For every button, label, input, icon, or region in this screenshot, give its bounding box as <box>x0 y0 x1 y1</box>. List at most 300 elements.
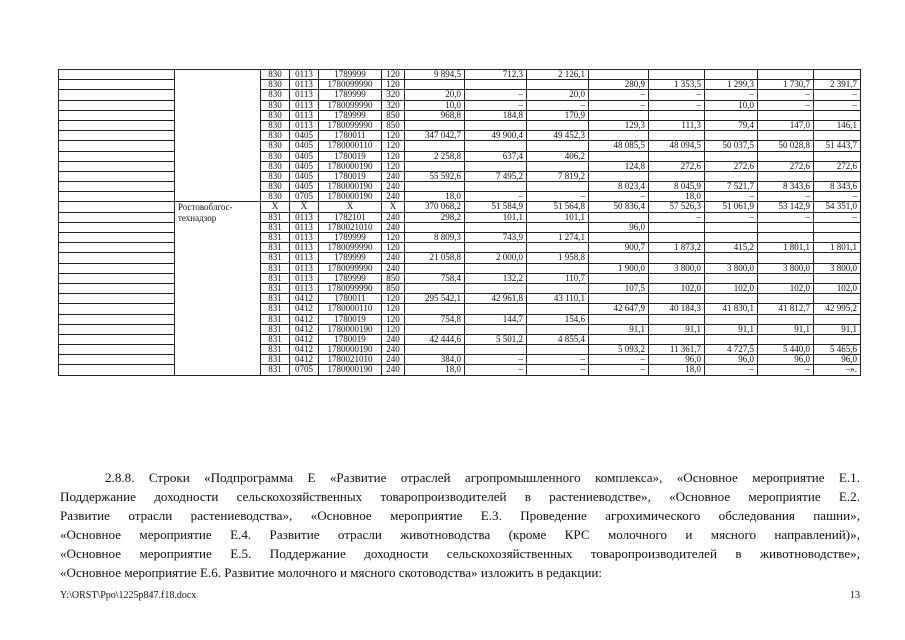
value-col-8-cell <box>814 314 861 324</box>
section-code-cell: 0405 <box>290 151 319 161</box>
grbs-code-cell: Х <box>261 202 290 212</box>
value-col-7-cell: 41 812,7 <box>758 304 814 314</box>
value-col-2-cell: 51 584,9 <box>465 202 527 212</box>
expense-type-code-cell: 240 <box>382 253 405 263</box>
value-col-3-cell: 4 855,4 <box>527 334 589 344</box>
value-col-3-cell <box>527 182 589 192</box>
footer-file-path: Y:\ORST\Ppo\1225p847.f18.docx <box>60 590 197 601</box>
value-col-5-cell: 40 184,3 <box>649 304 705 314</box>
value-col-2-cell: 2 000,0 <box>465 253 527 263</box>
value-col-1-cell <box>405 243 465 253</box>
value-col-3-cell: – <box>527 365 589 375</box>
expense-type-code-cell: 240 <box>382 355 405 365</box>
value-col-8-cell: 42 995,2 <box>814 304 861 314</box>
expense-type-code-cell: 120 <box>382 70 405 80</box>
target-code-cell: 1780021010 <box>319 355 382 365</box>
value-col-1-cell: 2 258,8 <box>405 151 465 161</box>
value-col-1-cell <box>405 80 465 90</box>
expense-type-code-cell: 850 <box>382 110 405 120</box>
grbs-code-cell: 831 <box>261 345 290 355</box>
value-col-1-cell: 9 894,5 <box>405 70 465 80</box>
value-col-6-cell <box>705 70 758 80</box>
target-code-cell: 1780019 <box>319 171 382 181</box>
target-code-cell: 1780000190 <box>319 182 382 192</box>
value-col-6-cell <box>705 151 758 161</box>
value-col-4-cell <box>589 110 649 120</box>
value-col-7-cell <box>758 314 814 324</box>
paragraph-line: 2.8.8. Строки «Подпрограмма Е «Развитие отраслей агропромышленного комплекса», «Основное мероприятие Е.1. <box>105 470 860 485</box>
expense-type-code-cell: 850 <box>382 273 405 283</box>
value-col-8-cell: – <box>814 212 861 222</box>
value-col-4-cell <box>589 334 649 344</box>
grbs-code-cell: 830 <box>261 70 290 80</box>
organization-cell: Ростовоблгос-технадзор <box>175 202 261 375</box>
value-col-3-cell <box>527 80 589 90</box>
grbs-code-cell: 831 <box>261 212 290 222</box>
value-col-6-cell: 1 299,3 <box>705 80 758 90</box>
empty-cell <box>59 70 175 80</box>
grbs-code-cell: 830 <box>261 151 290 161</box>
value-col-2-cell <box>465 283 527 293</box>
expense-type-code-cell: Х <box>382 202 405 212</box>
value-col-6-cell: 91,1 <box>705 324 758 334</box>
empty-cell <box>59 100 175 110</box>
value-col-2-cell: 101,1 <box>465 212 527 222</box>
value-col-7-cell <box>758 334 814 344</box>
value-col-4-cell: – <box>589 90 649 100</box>
grbs-code-cell: 831 <box>261 304 290 314</box>
empty-cell <box>59 314 175 324</box>
value-col-8-cell: 54 351,0 <box>814 202 861 212</box>
value-col-7-cell <box>758 131 814 141</box>
value-col-3-cell <box>527 324 589 334</box>
value-col-1-cell: 10,0 <box>405 100 465 110</box>
value-col-1-cell: 21 058,8 <box>405 253 465 263</box>
section-code-cell: 0113 <box>290 253 319 263</box>
value-col-5-cell: 1 873,2 <box>649 243 705 253</box>
value-col-1-cell: 758,4 <box>405 273 465 283</box>
grbs-code-cell: 830 <box>261 192 290 202</box>
empty-cell <box>59 253 175 263</box>
empty-cell <box>59 212 175 222</box>
value-col-7-cell: 1 801,1 <box>758 243 814 253</box>
expense-type-code-cell: 240 <box>382 345 405 355</box>
value-col-4-cell: 107,5 <box>589 283 649 293</box>
value-col-3-cell: 101,1 <box>527 212 589 222</box>
value-col-5-cell <box>649 233 705 243</box>
target-code-cell: 1780099990 <box>319 100 382 110</box>
empty-cell <box>59 120 175 130</box>
section-code-cell: 0113 <box>290 100 319 110</box>
value-col-2-cell <box>465 243 527 253</box>
value-col-8-cell: 272,6 <box>814 161 861 171</box>
value-col-5-cell: 91,1 <box>649 324 705 334</box>
value-col-3-cell: 2 126,1 <box>527 70 589 80</box>
value-col-4-cell: – <box>589 365 649 375</box>
value-col-8-cell: – <box>814 90 861 100</box>
value-col-2-cell: 7 495,2 <box>465 171 527 181</box>
value-col-5-cell: – <box>649 100 705 110</box>
empty-cell <box>59 334 175 344</box>
value-col-1-cell: 298,2 <box>405 212 465 222</box>
value-col-3-cell <box>527 304 589 314</box>
expense-type-code-cell: 240 <box>382 365 405 375</box>
value-col-3-cell: 51 564,8 <box>527 202 589 212</box>
value-col-1-cell <box>405 283 465 293</box>
value-col-7-cell <box>758 171 814 181</box>
target-code-cell: 1780000190 <box>319 365 382 375</box>
value-col-4-cell <box>589 233 649 243</box>
empty-cell <box>59 345 175 355</box>
value-col-1-cell: 384,0 <box>405 355 465 365</box>
expense-type-code-cell: 240 <box>382 263 405 273</box>
value-col-7-cell: 3 800,0 <box>758 263 814 273</box>
empty-cell <box>59 263 175 273</box>
value-col-7-cell: 91,1 <box>758 324 814 334</box>
empty-cell <box>59 324 175 334</box>
expense-type-code-cell: 320 <box>382 90 405 100</box>
grbs-code-cell: 830 <box>261 141 290 151</box>
value-col-8-cell <box>814 294 861 304</box>
value-col-6-cell: – <box>705 192 758 202</box>
value-col-6-cell <box>705 253 758 263</box>
value-col-4-cell: – <box>589 100 649 110</box>
value-col-4-cell: 5 093,2 <box>589 345 649 355</box>
expense-type-code-cell: 120 <box>382 294 405 304</box>
value-col-3-cell <box>527 141 589 151</box>
value-col-6-cell <box>705 294 758 304</box>
value-col-8-cell: –». <box>814 365 861 375</box>
target-code-cell: 1780099990 <box>319 120 382 130</box>
value-col-3-cell: – <box>527 192 589 202</box>
target-code-cell: 1780000190 <box>319 161 382 171</box>
value-col-2-cell <box>465 80 527 90</box>
expense-type-code-cell: 240 <box>382 182 405 192</box>
value-col-2-cell: – <box>465 192 527 202</box>
section-code-cell: 0113 <box>290 263 319 273</box>
value-col-3-cell: 20,0 <box>527 90 589 100</box>
value-col-2-cell: – <box>465 365 527 375</box>
value-col-5-cell: 11 361,7 <box>649 345 705 355</box>
value-col-8-cell <box>814 171 861 181</box>
section-code-cell: 0412 <box>290 355 319 365</box>
value-col-5-cell <box>649 314 705 324</box>
expense-type-code-cell: 320 <box>382 100 405 110</box>
value-col-2-cell <box>465 324 527 334</box>
section-code-cell: 0405 <box>290 182 319 192</box>
value-col-3-cell: – <box>527 100 589 110</box>
value-col-7-cell <box>758 222 814 232</box>
expense-type-code-cell: 850 <box>382 120 405 130</box>
value-col-5-cell: 48 094,5 <box>649 141 705 151</box>
empty-cell <box>59 222 175 232</box>
value-col-7-cell <box>758 294 814 304</box>
value-col-6-cell <box>705 171 758 181</box>
target-code-cell: 1789999 <box>319 233 382 243</box>
value-col-3-cell <box>527 161 589 171</box>
section-code-cell: 0113 <box>290 90 319 100</box>
expense-type-code-cell: 240 <box>382 171 405 181</box>
value-col-1-cell: 55 592,6 <box>405 171 465 181</box>
empty-cell <box>59 273 175 283</box>
target-code-cell: 1780011 <box>319 294 382 304</box>
value-col-6-cell: 102,0 <box>705 283 758 293</box>
section-code-cell: 0405 <box>290 171 319 181</box>
value-col-2-cell: 5 501,2 <box>465 334 527 344</box>
grbs-code-cell: 831 <box>261 243 290 253</box>
organization-cell <box>175 70 261 202</box>
grbs-code-cell: 830 <box>261 90 290 100</box>
expense-type-code-cell: 120 <box>382 304 405 314</box>
grbs-code-cell: 830 <box>261 182 290 192</box>
amendment-paragraph <box>60 468 860 582</box>
value-col-4-cell: 900,7 <box>589 243 649 253</box>
target-code-cell: 1782101 <box>319 212 382 222</box>
empty-cell <box>59 202 175 212</box>
value-col-4-cell <box>589 273 649 283</box>
value-col-3-cell <box>527 283 589 293</box>
value-col-5-cell: 102,0 <box>649 283 705 293</box>
value-col-5-cell <box>649 171 705 181</box>
value-col-1-cell <box>405 120 465 130</box>
value-col-5-cell <box>649 151 705 161</box>
value-col-5-cell: 8 045,9 <box>649 182 705 192</box>
grbs-code-cell: 830 <box>261 171 290 181</box>
budget-table <box>58 69 861 376</box>
grbs-code-cell: 830 <box>261 100 290 110</box>
value-col-6-cell: 4 727,5 <box>705 345 758 355</box>
empty-cell <box>59 80 175 90</box>
empty-cell <box>59 355 175 365</box>
expense-type-code-cell: 120 <box>382 314 405 324</box>
target-code-cell: 1780099990 <box>319 263 382 273</box>
grbs-code-cell: 831 <box>261 334 290 344</box>
value-col-2-cell: – <box>465 100 527 110</box>
value-col-6-cell: 7 521,7 <box>705 182 758 192</box>
value-col-7-cell <box>758 110 814 120</box>
value-col-4-cell: 124,8 <box>589 161 649 171</box>
value-col-6-cell: 51 061,9 <box>705 202 758 212</box>
grbs-code-cell: 831 <box>261 365 290 375</box>
value-col-3-cell: 154,6 <box>527 314 589 324</box>
section-code-cell: 0113 <box>290 212 319 222</box>
value-col-6-cell <box>705 314 758 324</box>
value-col-1-cell <box>405 324 465 334</box>
grbs-code-cell: 831 <box>261 233 290 243</box>
value-col-7-cell: 272,6 <box>758 161 814 171</box>
empty-cell <box>59 294 175 304</box>
value-col-8-cell <box>814 273 861 283</box>
value-col-4-cell <box>589 151 649 161</box>
value-col-6-cell: 10,0 <box>705 100 758 110</box>
value-col-1-cell: 370 068,2 <box>405 202 465 212</box>
value-col-1-cell: 968,8 <box>405 110 465 120</box>
section-code-cell: 0405 <box>290 161 319 171</box>
target-code-cell: Х <box>319 202 382 212</box>
paragraph-line: Поддержание доходности сельскохозяйственных товаропроизводителей в растениеводстве», «Основное мероприятие Е.2. <box>60 489 860 504</box>
expense-type-code-cell: 120 <box>382 131 405 141</box>
value-col-2-cell <box>465 141 527 151</box>
value-col-3-cell <box>527 222 589 232</box>
table-row <box>59 202 861 212</box>
value-col-5-cell <box>649 110 705 120</box>
value-col-5-cell: 3 800,0 <box>649 263 705 273</box>
target-code-cell: 1789999 <box>319 253 382 263</box>
budget-table-body <box>59 70 861 376</box>
value-col-7-cell: 96,0 <box>758 355 814 365</box>
value-col-2-cell: 132,2 <box>465 273 527 283</box>
value-col-7-cell <box>758 70 814 80</box>
section-code-cell: 0113 <box>290 243 319 253</box>
value-col-7-cell: – <box>758 365 814 375</box>
value-col-1-cell <box>405 345 465 355</box>
value-col-3-cell <box>527 243 589 253</box>
value-col-6-cell: – <box>705 212 758 222</box>
value-col-7-cell: 5 440,0 <box>758 345 814 355</box>
value-col-7-cell: 53 142,9 <box>758 202 814 212</box>
value-col-5-cell: 57 526,3 <box>649 202 705 212</box>
value-col-1-cell <box>405 141 465 151</box>
value-col-3-cell: 1 274,1 <box>527 233 589 243</box>
target-code-cell: 1780099990 <box>319 283 382 293</box>
value-col-4-cell: 96,0 <box>589 222 649 232</box>
value-col-7-cell: – <box>758 192 814 202</box>
section-code-cell: 0113 <box>290 70 319 80</box>
value-col-4-cell <box>589 314 649 324</box>
value-col-3-cell: 110,7 <box>527 273 589 283</box>
value-col-3-cell <box>527 263 589 273</box>
paragraph-line: «Основное мероприятие Е.6. Развитие молочного и мясного скотоводства» изложить в редакции: <box>60 565 602 580</box>
expense-type-code-cell: 120 <box>382 233 405 243</box>
value-col-5-cell <box>649 273 705 283</box>
grbs-code-cell: 830 <box>261 80 290 90</box>
value-col-4-cell: 129,3 <box>589 120 649 130</box>
section-code-cell: 0113 <box>290 110 319 120</box>
expense-type-code-cell: 120 <box>382 141 405 151</box>
value-col-1-cell: 20,0 <box>405 90 465 100</box>
value-col-2-cell: – <box>465 355 527 365</box>
grbs-code-cell: 831 <box>261 263 290 273</box>
expense-type-code-cell: 240 <box>382 334 405 344</box>
section-code-cell: 0412 <box>290 345 319 355</box>
value-col-7-cell: 102,0 <box>758 283 814 293</box>
section-code-cell: 0412 <box>290 314 319 324</box>
value-col-5-cell: 272,6 <box>649 161 705 171</box>
target-code-cell: 1789999 <box>319 110 382 120</box>
target-code-cell: 1789999 <box>319 70 382 80</box>
target-code-cell: 1780019 <box>319 151 382 161</box>
empty-cell <box>59 192 175 202</box>
value-col-2-cell: – <box>465 90 527 100</box>
value-col-7-cell: 8 343,6 <box>758 182 814 192</box>
value-col-1-cell <box>405 222 465 232</box>
value-col-1-cell: 347 042,7 <box>405 131 465 141</box>
value-col-6-cell: 3 800,0 <box>705 263 758 273</box>
value-col-4-cell: 280,9 <box>589 80 649 90</box>
value-col-6-cell: 41 830,1 <box>705 304 758 314</box>
value-col-8-cell: 146,1 <box>814 120 861 130</box>
section-code-cell: 0705 <box>290 365 319 375</box>
empty-cell <box>59 141 175 151</box>
value-col-2-cell: 49 900,4 <box>465 131 527 141</box>
value-col-8-cell: 2 391,7 <box>814 80 861 90</box>
value-col-8-cell <box>814 222 861 232</box>
value-col-8-cell: – <box>814 100 861 110</box>
value-col-4-cell: 8 023,4 <box>589 182 649 192</box>
value-col-8-cell: 1 801,1 <box>814 243 861 253</box>
value-col-5-cell: 96,0 <box>649 355 705 365</box>
value-col-6-cell <box>705 222 758 232</box>
value-col-4-cell <box>589 212 649 222</box>
value-col-5-cell <box>649 334 705 344</box>
grbs-code-cell: 831 <box>261 314 290 324</box>
paragraph-line: «Основное мероприятие Е.4. Развитие отрасли животноводства (кроме КРС молочного и мясного направлений)», <box>60 527 860 542</box>
value-col-3-cell: 170,9 <box>527 110 589 120</box>
value-col-8-cell <box>814 131 861 141</box>
empty-cell <box>59 243 175 253</box>
value-col-7-cell: 1 730,7 <box>758 80 814 90</box>
value-col-1-cell <box>405 182 465 192</box>
value-col-6-cell: – <box>705 90 758 100</box>
value-col-6-cell: 96,0 <box>705 355 758 365</box>
value-col-8-cell: 102,0 <box>814 283 861 293</box>
table-row <box>59 70 861 80</box>
empty-cell <box>59 171 175 181</box>
expense-type-code-cell: 120 <box>382 243 405 253</box>
grbs-code-cell: 831 <box>261 294 290 304</box>
value-col-5-cell <box>649 294 705 304</box>
target-code-cell: 1780011 <box>319 131 382 141</box>
value-col-3-cell: 406,2 <box>527 151 589 161</box>
section-code-cell: 0405 <box>290 141 319 151</box>
section-code-cell: 0113 <box>290 233 319 243</box>
value-col-5-cell: – <box>649 212 705 222</box>
section-code-cell: 0412 <box>290 324 319 334</box>
value-col-3-cell <box>527 120 589 130</box>
value-col-2-cell: 42 961,8 <box>465 294 527 304</box>
value-col-1-cell: 8 809,3 <box>405 233 465 243</box>
value-col-4-cell: 91,1 <box>589 324 649 334</box>
target-code-cell: 1780000110 <box>319 141 382 151</box>
value-col-4-cell: 42 647,9 <box>589 304 649 314</box>
value-col-2-cell <box>465 182 527 192</box>
grbs-code-cell: 831 <box>261 355 290 365</box>
value-col-6-cell <box>705 110 758 120</box>
value-col-7-cell: – <box>758 212 814 222</box>
target-code-cell: 1780099990 <box>319 243 382 253</box>
value-col-5-cell <box>649 253 705 263</box>
value-col-8-cell: 91,1 <box>814 324 861 334</box>
expense-type-code-cell: 120 <box>382 80 405 90</box>
value-col-1-cell <box>405 263 465 273</box>
value-col-6-cell <box>705 273 758 283</box>
value-col-2-cell: 743,9 <box>465 233 527 243</box>
expense-type-code-cell: 240 <box>382 222 405 232</box>
value-col-6-cell: 272,6 <box>705 161 758 171</box>
empty-cell <box>59 151 175 161</box>
expense-type-code-cell: 120 <box>382 151 405 161</box>
grbs-code-cell: 831 <box>261 283 290 293</box>
value-col-1-cell <box>405 161 465 171</box>
value-col-1-cell: 18,0 <box>405 365 465 375</box>
value-col-7-cell <box>758 273 814 283</box>
value-col-2-cell: 712,3 <box>465 70 527 80</box>
value-col-4-cell: – <box>589 355 649 365</box>
value-col-4-cell <box>589 171 649 181</box>
value-col-3-cell: 1 958,8 <box>527 253 589 263</box>
target-code-cell: 1780000110 <box>319 304 382 314</box>
value-col-3-cell <box>527 345 589 355</box>
